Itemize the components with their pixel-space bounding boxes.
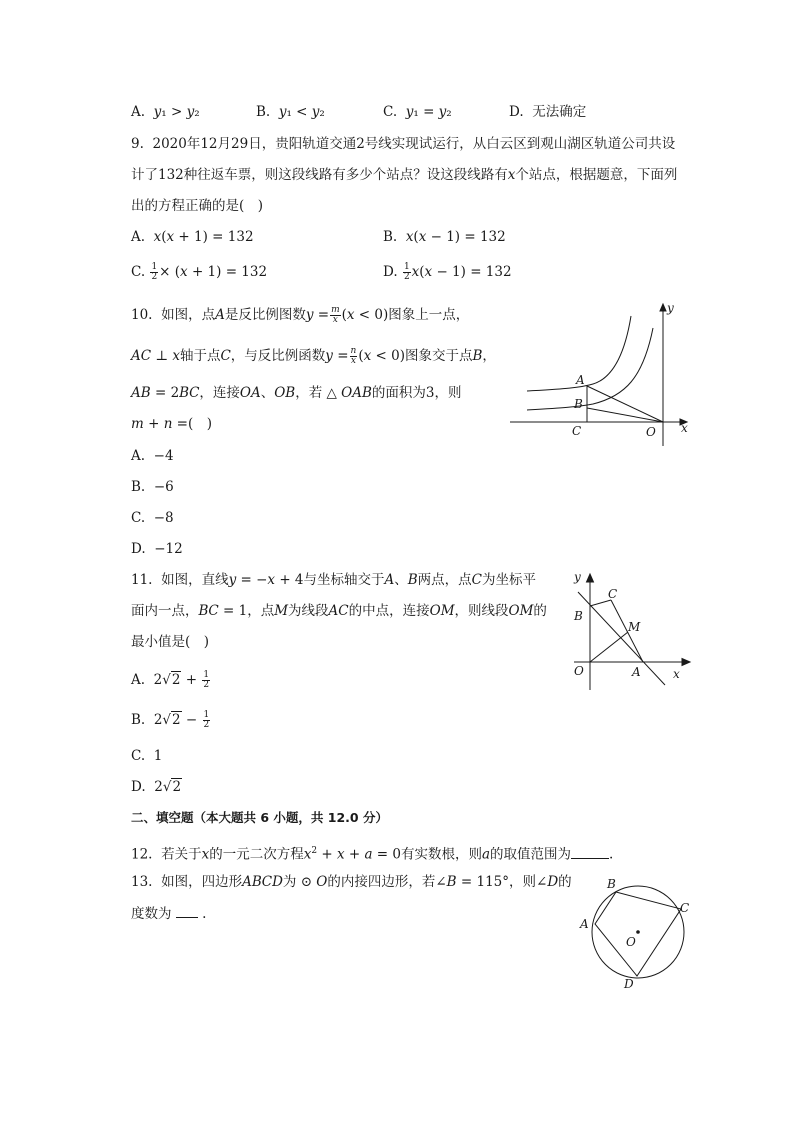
q10-option-a[interactable]: A. −4 <box>131 448 174 464</box>
q10-line3: 𝐴𝐵 = 2𝐵𝐶，连接𝑂𝐴、𝑂𝐵，若 △ 𝑂𝐴𝐵的面积为3，则 <box>131 385 462 401</box>
q13-line2: 度数为 . <box>131 906 207 922</box>
q11-line2: 面内一点，𝐵𝐶 = 1，点𝑀为线段𝐴𝐶的中点，连接𝑂𝑀，则线段𝑂𝑀的 <box>131 603 547 619</box>
q9-line3: 出的方程正确的是( ) <box>131 198 264 214</box>
q10-segment-ob <box>587 408 663 422</box>
q11-option-c[interactable]: C. 1 <box>131 748 163 764</box>
q8-option-a-expr: 𝑦₁ > 𝑦₂ <box>153 104 200 120</box>
q10-option-d[interactable]: D. −12 <box>131 541 183 557</box>
q10-number: 10. <box>131 307 153 323</box>
q8-option-d-expr: 无法确定 <box>532 104 587 120</box>
q9-option-a[interactable]: A. 𝑥(𝑥 + 1) = 132 <box>131 229 254 245</box>
q10-label-y: y <box>667 301 674 315</box>
q10-label-o: O <box>646 425 656 439</box>
q13-quadrilateral-abcd <box>595 892 681 976</box>
q13-center-dot <box>636 930 640 934</box>
q11-figure <box>560 570 700 692</box>
q9-line2: 计了132种往返车票，则这段线路有多少个站点？设这段线路有𝑥个站点，根据题意，下面列 <box>131 167 678 183</box>
q10-frac-m-over-x: $\frac{\text{𝑚}}{\text{𝑥}}$ <box>331 305 340 325</box>
q10-option-c[interactable]: C. −8 <box>131 510 174 526</box>
q10-label-x: x <box>681 421 688 435</box>
q13-number: 13. <box>131 874 153 890</box>
q11-number: 11. <box>131 572 153 588</box>
q11-label-x: x <box>673 667 680 681</box>
q10-label-c: C <box>572 424 582 438</box>
q9-option-c-half: $\frac{1}{2}$ <box>151 262 158 282</box>
q11-option-d[interactable]: D. 2√2 <box>131 779 182 795</box>
q9-option-d[interactable]: D. $\frac{1}{2}$ 𝑥(𝑥 − 1) = 132 <box>383 262 512 282</box>
q8-option-b-expr: 𝑦₁ < 𝑦₂ <box>278 104 325 120</box>
q11-label-o: O <box>574 664 584 678</box>
q9-number: 9. <box>131 136 144 152</box>
q8-option-c[interactable]: C. 𝑦₁ = 𝑦₂ <box>383 104 452 120</box>
q10-label-b: B <box>574 397 583 411</box>
q13-label-d: D <box>624 977 634 991</box>
q11-option-a[interactable]: A. 2√2 + $\frac{1}{2}$ <box>131 670 210 690</box>
q13-label-b: B <box>607 877 616 891</box>
q11-label-c: C <box>608 587 618 601</box>
q8-option-d[interactable]: D. 无法确定 <box>509 104 587 120</box>
q13-figure <box>574 874 700 994</box>
q8-option-b[interactable]: B. 𝑦₁ < 𝑦₂ <box>256 104 325 120</box>
q11-line3: 最小值是( ) <box>131 634 210 650</box>
q13-answer-blank[interactable] <box>176 917 198 918</box>
q9-option-c[interactable]: C. $\frac{1}{2}$ × (𝑥 + 1) = 132 <box>131 262 268 282</box>
q10-frac-n-over-x: $\frac{\text{𝑛}}{\text{𝑥}}$ <box>350 346 357 366</box>
q11-line1: 11. 如图，直线𝑦 = −𝑥 + 4与坐标轴交于𝐴、𝐵两点，点𝐶为坐标平 <box>131 572 537 588</box>
q10-y-arrow <box>660 304 666 311</box>
q13-label-o: O <box>626 935 636 949</box>
q10-line4: 𝑚 + 𝑛 =( ) <box>131 416 213 432</box>
q11-label-m: M <box>628 620 641 634</box>
q13-label-a: A <box>580 917 589 931</box>
q10-label-a: A <box>576 373 585 387</box>
q10-option-b[interactable]: B. −6 <box>131 479 174 495</box>
q9-line1: 9. 2020年12月29日，贵阳轨道交通2号线实现试运行，从白云区到观山湖区轨道公司共设 <box>131 136 676 152</box>
q13-label-c: C <box>680 901 690 915</box>
q10-figure <box>505 298 700 450</box>
q10-curve-n <box>527 328 653 410</box>
q8-option-c-expr: 𝑦₁ = 𝑦₂ <box>405 104 452 120</box>
q9-option-d-half: $\frac{1}{2}$ <box>403 262 410 282</box>
q11-option-b[interactable]: B. 2√2 − $\frac{1}{2}$ <box>131 710 210 730</box>
q10-line2: 𝐴𝐶 ⊥ 𝑥轴于点𝐶，与反比例函数𝑦 = $\frac{\text{𝑛}}{\text{𝑥}}$ (𝑥 < 0)图象交于点𝐵， <box>131 346 496 366</box>
q11-x-arrow <box>682 659 690 666</box>
q8-option-a[interactable]: A. 𝑦₁ > 𝑦₂ <box>131 104 200 120</box>
q10-line1: 10. 如图，点𝐴是反比例图数𝑦 = $\frac{\text{𝑚}}{\text{𝑥}}$ (𝑥 < 0)图象上一点， <box>131 305 470 325</box>
q12-line: 12. 若关于𝑥的一元二次方程𝑥$^2$ + 𝑥 + 𝑎 = 0有实数根，则𝑎的取值范围为 . <box>131 846 614 863</box>
q11-label-b: B <box>574 609 583 623</box>
q11-label-a: A <box>632 665 641 679</box>
q12-number: 12. <box>131 846 153 863</box>
q11-label-y: y <box>574 570 581 584</box>
q9-option-b[interactable]: B. 𝑥(𝑥 − 1) = 132 <box>383 229 506 245</box>
q12-answer-blank[interactable] <box>571 858 609 859</box>
q11-y-arrow <box>587 574 594 582</box>
section-2-title: 二、填空题（本大题共 6 小题，共 12.0 分） <box>131 810 388 825</box>
q13-line1: 13. 如图，四边形𝐴𝐵𝐶𝐷为 ⊙ 𝑂的内接四边形，若∠𝐵 = 115°，则∠𝐷的 <box>131 874 572 890</box>
q11-segment-om <box>590 632 628 662</box>
q10-segment-oa <box>587 386 663 422</box>
